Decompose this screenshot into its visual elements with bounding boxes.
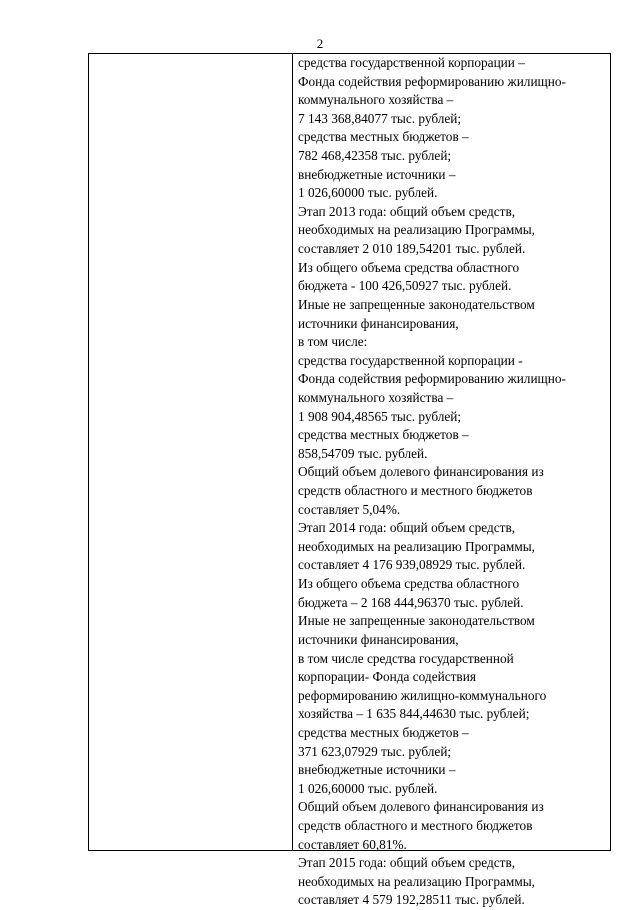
text-line: источники финансирования, (298, 315, 459, 331)
text-line: составляет 4 579 192,28511 тыс. рублей. (298, 892, 525, 908)
text-line: 858,54709 тыс. рублей. (298, 445, 428, 461)
text-line: Общий объем долевого финансирования из (298, 799, 544, 815)
column-divider (292, 54, 293, 850)
text-line: составляет 60,81%. (298, 836, 407, 852)
text-line: Общий объем долевого финансирования из (298, 464, 544, 480)
text-line: внебюджетные источники – (298, 762, 456, 778)
text-line: Из общего объема средства областного (298, 259, 520, 275)
text-line: 1 908 904,48565 тыс. рублей; (298, 408, 462, 424)
text-line: в том числе: (298, 334, 368, 350)
text-line: средств областного и местного бюджетов (298, 817, 533, 833)
text-line: составляет 5,04%. (298, 501, 401, 517)
text-line: бюджета – 2 168 444,96370 тыс. рублей. (298, 594, 524, 610)
text-line: Этап 2015 года: общий объем средств, (298, 855, 516, 871)
text-line: Этап 2013 года: общий объем средств, (298, 203, 516, 219)
text-line: 1 026,60000 тыс. рублей. (298, 185, 438, 201)
text-line: составляет 4 176 939,08929 тыс. рублей. (298, 557, 526, 573)
text-line: Иные не запрещенные законодательством (298, 613, 535, 629)
text-line: средства местных бюджетов – (298, 129, 469, 145)
text-line: корпорации- Фонда содействия (298, 669, 476, 685)
text-line: хозяйства – 1 635 844,44630 тыс. рублей; (298, 706, 530, 722)
text-line: реформированию жилищно-коммунального (298, 687, 547, 703)
text-line: Из общего объема средства областного (298, 576, 520, 592)
right-column-cell (298, 54, 610, 910)
text-line: средства государственной корпорации – (298, 55, 525, 70)
text-line: коммунального хозяйства – (298, 389, 454, 405)
text-line: 7 143 368,84077 тыс. рублей; (298, 110, 462, 126)
text-line: бюджета - 100 426,50927 тыс. рублей. (298, 278, 512, 294)
text-line: 1 026,60000 тыс. рублей. (298, 780, 438, 796)
text-line: внебюджетные источники – (298, 166, 456, 182)
text-line: 782 468,42358 тыс. рублей; (298, 148, 452, 164)
text-line: составляет 2 010 189,54201 тыс. рублей. (298, 241, 526, 257)
financing-table (88, 53, 611, 908)
text-line: необходимых на реализацию Программы, (298, 873, 535, 889)
text-line: Фонда содействия реформированию жилищно- (298, 73, 566, 89)
text-line: необходимых на реализацию Программы, (298, 538, 535, 554)
text-line: Иные не запрещенные законодательством (298, 296, 535, 312)
text-line: средства местных бюджетов – (298, 427, 469, 443)
text-line: 371 623,07929 тыс. рублей; (298, 743, 452, 759)
text-line: необходимых на реализацию Программы, (298, 222, 535, 238)
text-line: Фонда содействия реформированию жилищно- (298, 371, 566, 387)
text-line: Этап 2014 года: общий объем средств, (298, 520, 516, 536)
text-line: средств областного и местного бюджетов (298, 483, 533, 499)
text-line: коммунального хозяйства – (298, 92, 454, 108)
text-line: источники финансирования, (298, 631, 459, 647)
text-line: средства местных бюджетов – (298, 724, 469, 740)
page-number: 2 (316, 36, 324, 51)
text-line: средства государственной корпорации - (298, 352, 523, 368)
text-line: в том числе средства государственной (298, 650, 514, 666)
